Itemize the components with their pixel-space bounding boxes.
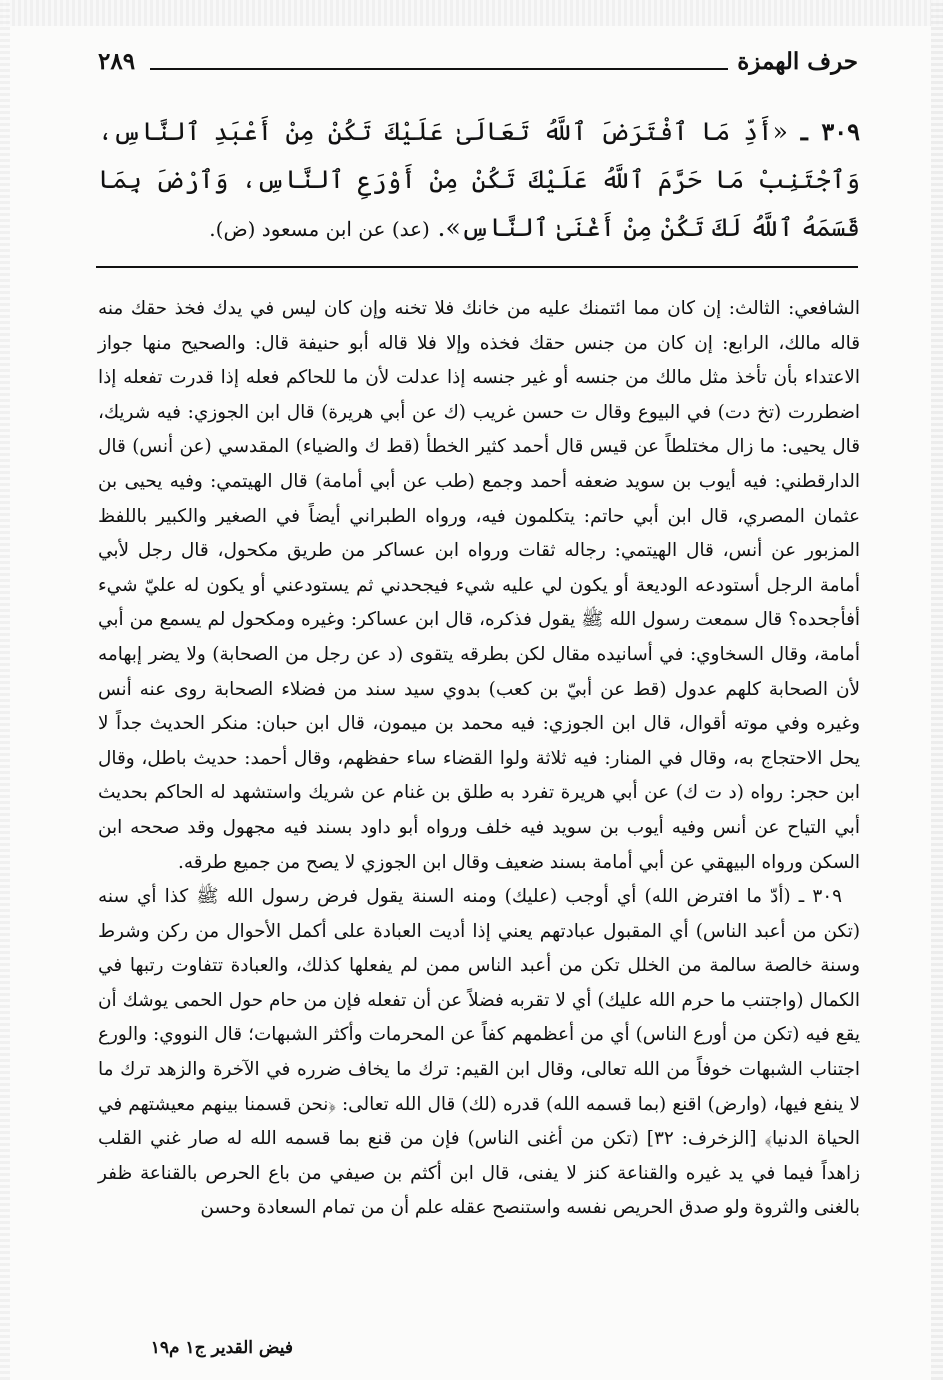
section-divider (96, 266, 858, 268)
scan-edge-top (0, 0, 943, 26)
hadith-text-block (98, 108, 860, 253)
chapter-title: حرف الهمزة (729, 48, 858, 75)
scan-edge-right (931, 0, 943, 1380)
hadith-source: (عد) عن ابن مسعود (ض). (209, 217, 430, 241)
page-number: ٢٨٩ (98, 48, 136, 75)
commentary-block (98, 292, 860, 1226)
commentary-paragraph: الشافعي: الثالث: إن كان مما ائتمنك عليه من خانك فلا تخنه وإن كان ليس في يدك فخذ حقك منه قاله مالك، الرابع: إن كان من جنس حقك فخذه وإلا فلا قاله أبو حنيفة قال: والصحيح منها جواز الاعتداء بأن تأخذ مثل مالك من جنسه أو غير جنسه إذا عدلت لأن ما للحاكم فعله إذا قدرت تفعله إذا اضطررت (تخ دت) في البيوع وقال ت حسن غريب (ك عن أبي هريرة) قال ابن الجوزي: فيه شريك، قال يحيى: ما زال مختلطاً عن قيس قال أحمد كثير الخطأ (قط ك والضياء) المقدسي (عن أنس) قال الدارقطني: فيه أيوب بن سويد ضعفه أحمد وجمع (طب عن أبي أمامة) قال الهيتمي: وفيه يحيى بن عثمان المصري، قال ابن أبي حاتم: يتكلمون فيه، ورواه الطبراني أيضاً في الصغير والكبير باللفظ المزبور عن أنس، قال الهيتمي: رجاله ثقات ورواه ابن عساكر من طريق مكحول، قال رجل لأبي أمامة الرجل أستودعه الوديعة أو يكون لي عليه شيء فيجحدني ثم يستودعني أو يكون له عليّ شيء أفأجحده؟ قال سمعت رسول الله ﷺ يقول فذكره، قال ابن عساكر: وغيره ومكحول لم يسمع من أبي أمامة، وقال السخاوي: في أسانيده مقال لكن بطرقه يتقوى (د عن رجل من الصحابة) ولا يضر إبهامه لأن الصحابة كلهم عدول (قط عن أبيّ بن كعب) بدوي سيد سند من فضلاء الصحابة روى عنه أنس وغيره وفي موته أقوال، قال ابن الجوزي: فيه محمد بن ميمون، قال ابن حبان: منكر الحديث جداً لا يحل الاحتجاج به، وقال في المنار: فيه ثلاثة ولوا القضاء ساء حفظهم، وقال أحمد: حديث باطل، وقال ابن حجر: رواه (د ت ك) عن أبي هريرة تفرد به طلق بن غنام عن شريك واستشهد له الحاكم بحديث أبي التياح عن أنس وفيه أيوب بن سويد فيه خلف ورواه أبو داود بسند فيه مجهول وقد صححه ابن السكن ورواه البيهقي عن أبي أمامة بسند ضعيف وقال ابن الجوزي لا يصح من جميع طرقه. (98, 298, 860, 873)
hadith-text: «أَدِّ مَا ٱفْتَرَضَ ٱللَّهُ تَعَالَىٰ عَلَيْكَ تَكُنْ مِنْ أَعْبَدِ ٱلنَّاسِ، وَٱجْتَنِبْ مَا حَرَّمَ ٱللَّهُ عَلَيْكَ تَكُنْ مِنْ أَوْرَعِ ٱلنَّاسِ، وَٱرْضَ بِمَا قَسَمَهُ ٱللَّهُ لَكَ تَكُنْ مِنْ أَغْنَىٰ ٱلنَّاسِ». (98, 117, 860, 242)
header-rule (150, 68, 728, 70)
hadith-number: ٣٠٩ ـ (800, 117, 860, 146)
commentary-paragraph: ٣٠٩ ـ (أدّ ما افترض الله) أي أوجب (عليك) ومنه السنة يقول فرض رسول الله ﷺ كذا أي سنه (تكن من أعبد الناس) أي المقبول عبادتهم يعني إذا أديت العبادة على أكمل الأحوال من ركن وشرط وسنة خالصة سالمة من الخلل تكن من أعبد الناس ممن لم يفعلها كذلك، والعبادة تتفاوت رتبها في الكمال (واجتنب ما حرم الله عليك) أي لا تقربه فضلاً عن أن تفعله فإن من حام حول الحمى يوشك أن يقع فيه (تكن من أورع الناس) أي من أعظمهم كفاً عن المحرمات وأكثر الشبهات؛ قال النووي: والورع اجتناب الشبهات خوفاً من الله تعالى، وقال ابن القيم: ترك ما يخاف ضرره في الآخرة والزهد ترك ما لا ينفع فيها، (وارض) اقنع (بما قسمه الله) قدره (لك) قال الله تعالى: ﴿نحن قسمنا بينهم معيشتهم في الحياة الدنيا﴾ [الزخرف: ٣٢] (تكن من أغنى الناس) فإن من قنع بما قسمه الله له صار غني القلب زاهداً فيما في يد غيره والقناعة كنز لا يفنى، قال ابن أكثم بن صيفي من باع الحرص بالقناعة ظفر بالغنى والثروة ولو صدق الحريص نفسه واستنصح عقله علم أن من تمام السعادة وحسن (98, 886, 861, 1219)
scan-edge-left (0, 0, 10, 1380)
footer-book-label: فيض القدير ج١ م١٩ (150, 1338, 293, 1358)
page-header (98, 44, 858, 84)
